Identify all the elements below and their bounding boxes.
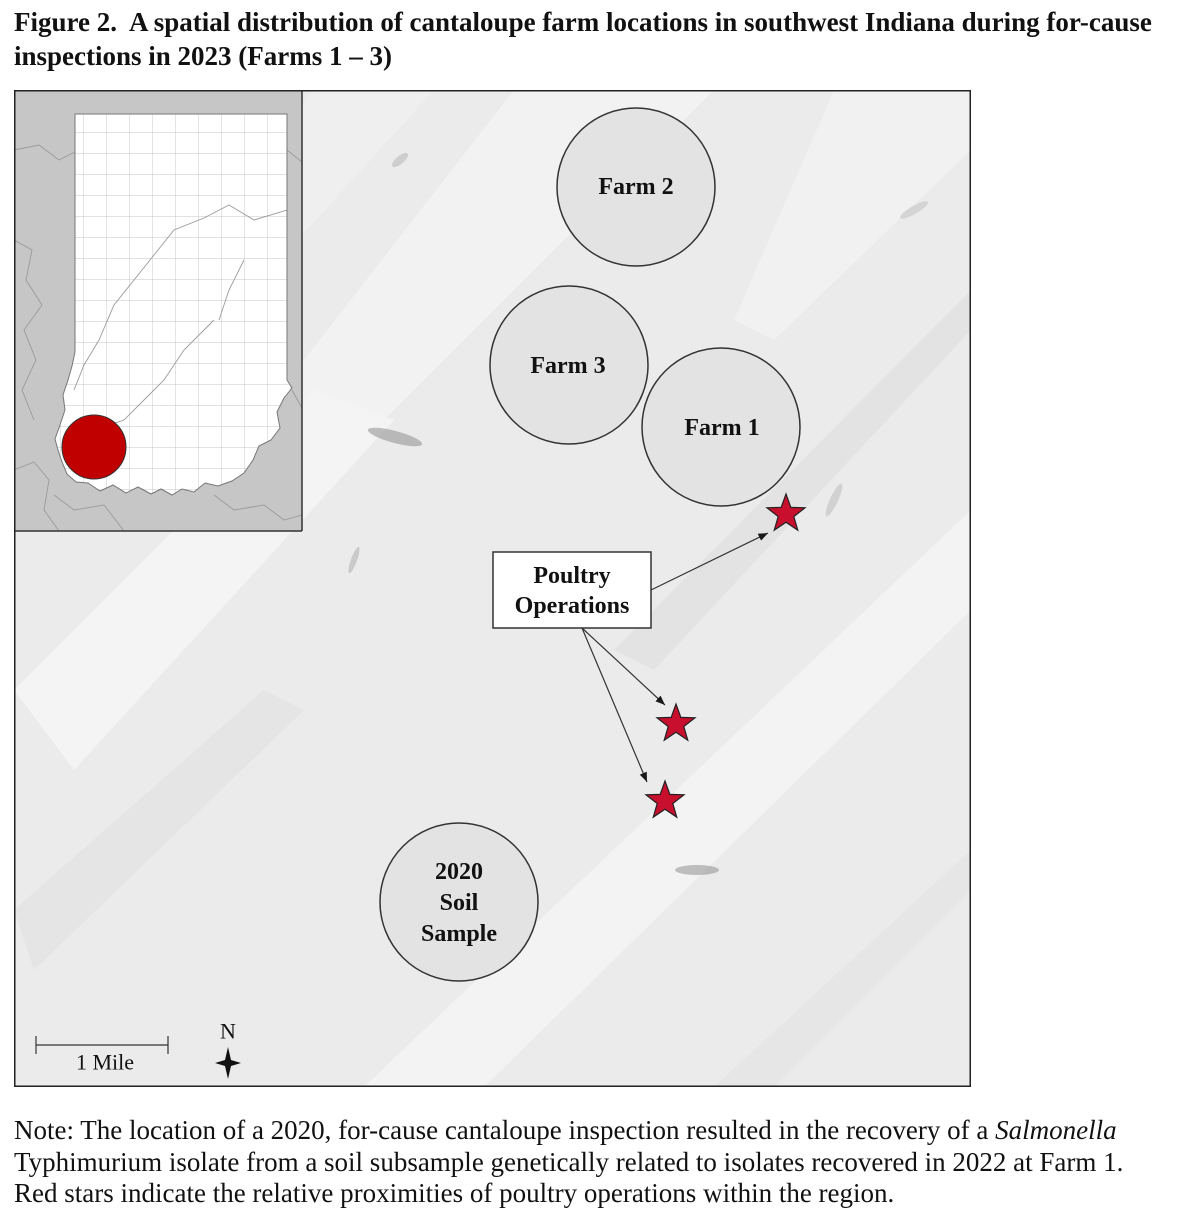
inset-locator-map xyxy=(14,90,302,531)
figure-title-line-2: inspections in 2023 (Farms 1 – 3) xyxy=(14,41,392,71)
note-line-3: Red stars indicate the relative proximities of poultry operations within the region. xyxy=(14,1178,895,1208)
farm-1-label: Farm 1 xyxy=(684,415,760,441)
map-panel xyxy=(14,90,971,1087)
north-label: N xyxy=(220,1018,236,1044)
soil-sample-label-line-2: Soil xyxy=(439,890,479,916)
farm-3-label: Farm 3 xyxy=(530,353,606,379)
figure-note xyxy=(14,1115,1123,1210)
soil-sample-label-line-1: 2020 xyxy=(435,859,483,885)
scale-bar-label: 1 Mile xyxy=(75,1049,135,1075)
poultry-label-line-1: Poultry xyxy=(533,563,611,589)
farm-2-label: Farm 2 xyxy=(598,174,674,200)
farm-3-location xyxy=(490,286,648,444)
southwest-indiana-highlight-marker xyxy=(62,415,126,479)
note-line-1 xyxy=(14,1115,1123,1147)
figure-title xyxy=(14,5,1152,73)
soil-sample-label-line-3: Sample xyxy=(420,921,498,947)
farm-1-location xyxy=(642,348,800,506)
note-line-2: Typhimurium isolate from a soil subsample genetically related to isolates recovered in 2022 at Farm 1. xyxy=(14,1146,1124,1177)
map-canvas xyxy=(14,90,971,1087)
soil-sample-2020-location xyxy=(380,823,538,981)
farm-2-location xyxy=(557,108,715,266)
note-line-1-text: Note: The location of a 2020, for-cause cantaloupe inspection resulted in the recovery of a xyxy=(14,1115,996,1145)
note-organism-name: Salmonella xyxy=(995,1115,1117,1145)
poultry-operations-callout xyxy=(493,552,651,628)
figure-title-line-1: Figure 2. A spatial distribution of cantaloupe farm locations in southwest Indiana during for-cause xyxy=(14,7,1152,37)
poultry-label-line-2: Operations xyxy=(514,593,630,619)
